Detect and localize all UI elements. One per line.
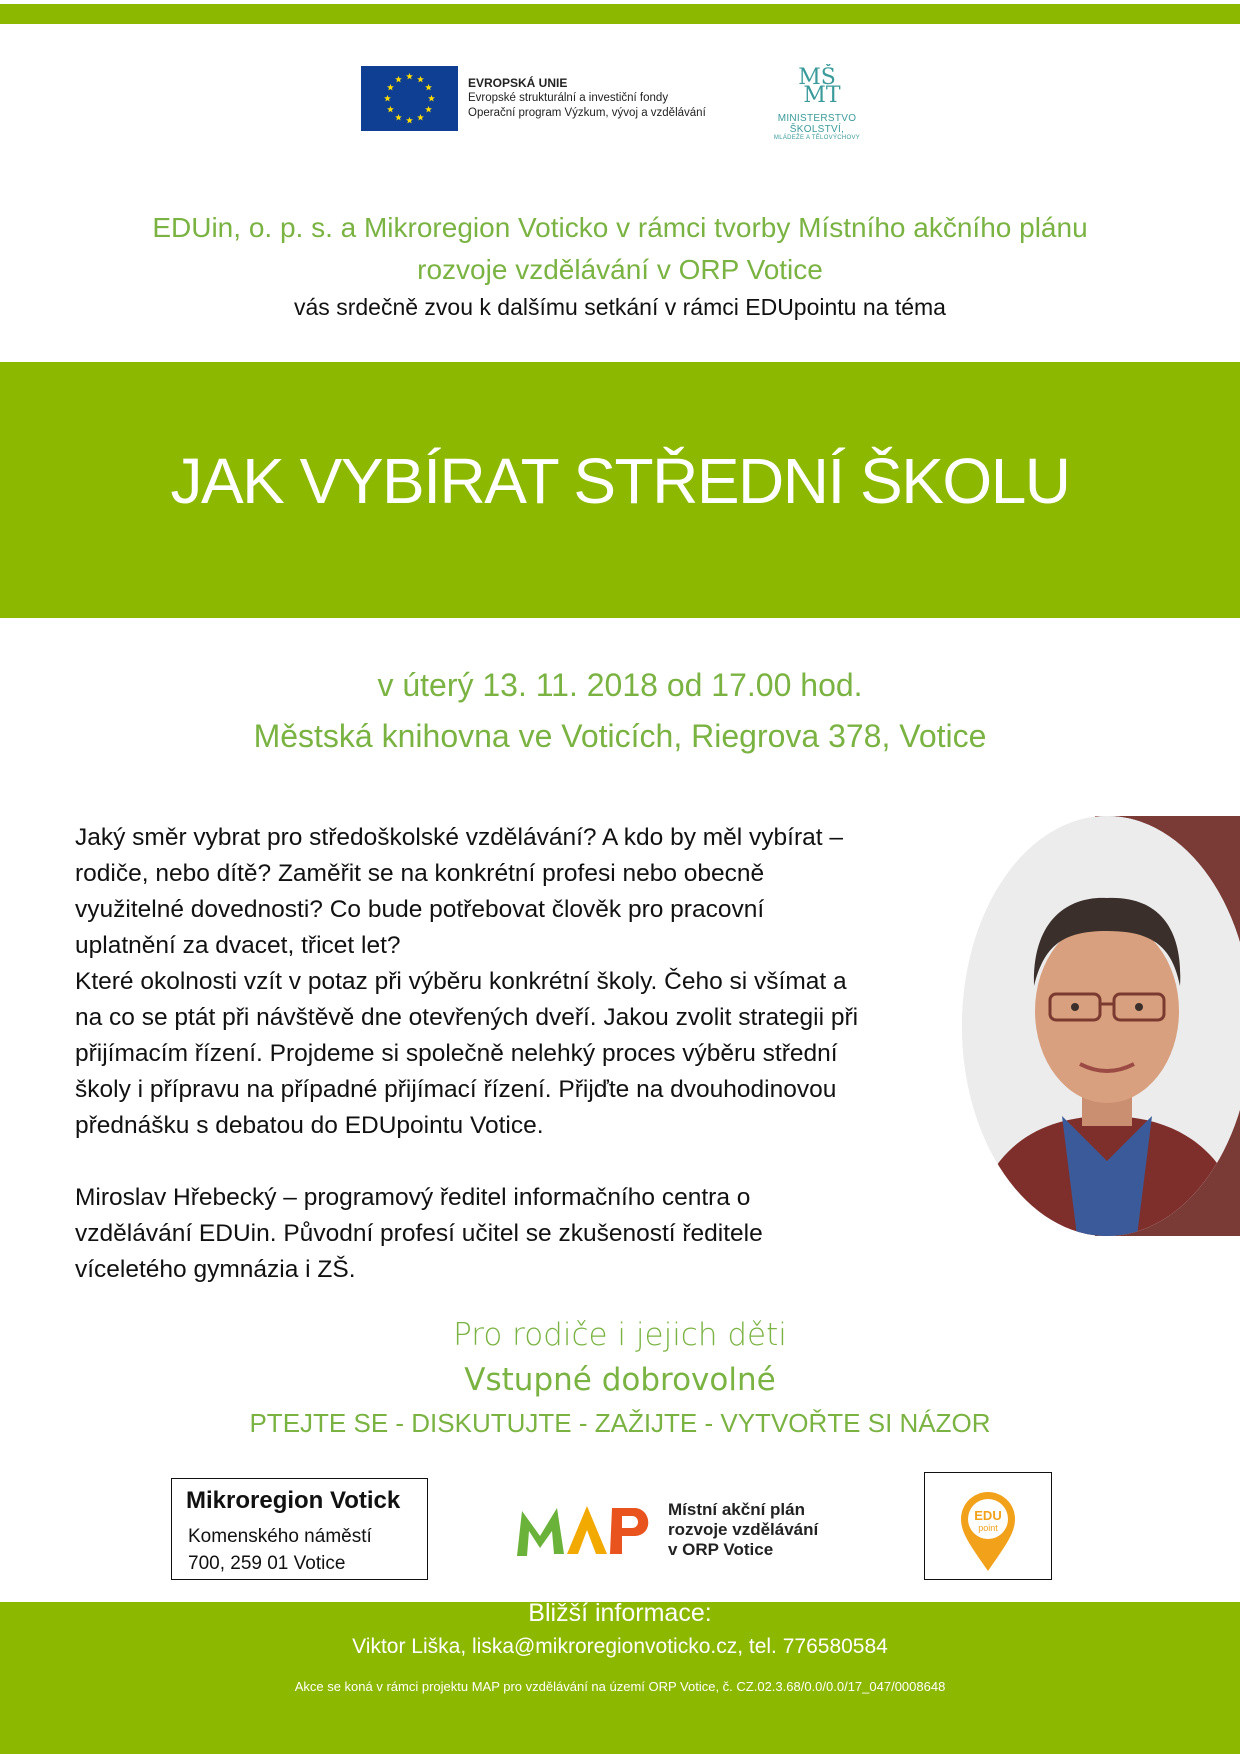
page-title: JAK VYBÍRAT STŘEDNÍ ŠKOLU (170, 445, 1070, 517)
text-line: přijímacím řízení. Projdeme si společně nelehký proces výběru střední (75, 1040, 838, 1067)
speaker-photo (962, 816, 1240, 1236)
speaker-portrait-icon (962, 816, 1240, 1236)
eu-stars-icon (361, 66, 458, 131)
text-line: Jaký směr vybrat pro středoškolské vzdělávání? A kdo by měl vybírat – (75, 824, 844, 851)
eu-flag-logo (361, 66, 458, 131)
audience-text: Pro rodiče i jejich děti (453, 1317, 787, 1353)
text-line: Které okolnosti vzít v potaz při výběru konkrétní školy. Čeho si všímat a (75, 968, 847, 995)
footer-bar (0, 1599, 1240, 1754)
event-description (75, 820, 945, 1288)
edupoint-logo (924, 1472, 1052, 1580)
eu-star-icon (395, 76, 402, 83)
eu-title: EVROPSKÁ UNIE (468, 76, 568, 90)
map-line-3: v ORP Votice (668, 1540, 774, 1559)
text-line: Miroslav Hřebecký – programový ředitel informačního centra o (75, 1184, 751, 1211)
mikroregion-address (188, 1523, 372, 1577)
entry-text: Vstupné dobrovolné (464, 1362, 776, 1398)
intro (0, 207, 1240, 323)
text-line: využitelné dovednosti? Co bude potřebovat člověk pro pracovní (75, 896, 765, 923)
event-place: Městská knihovna ve Voticích, Riegrova 378, Votice (253, 718, 987, 754)
organizer-line-1: EDUin, o. p. s. a Mikroregion Voticko v rámci tvorby Místního akčního plánu (152, 212, 1088, 243)
eu-star-icon (425, 84, 432, 91)
title-banner (0, 362, 1240, 618)
eu-star-icon (387, 106, 394, 113)
text-line: vzdělávání EDUin. Původní profesí učitel se zkušeností ředitele (75, 1220, 763, 1247)
edupoint-label: EDU (974, 1508, 1002, 1523)
project-note: Akce se koná v rámci projektu MAP pro vzdělávání na území ORP Votice, č. CZ.02.3.68/0.0/0.0/17_047/0008648 (294, 1679, 946, 1694)
eu-star-icon (387, 84, 394, 91)
edupoint-sublabel: point (978, 1523, 998, 1533)
map-line-2: rozvoje vzdělávání (668, 1520, 819, 1539)
mikroregion-logo (171, 1478, 428, 1580)
eu-star-icon (406, 117, 413, 124)
more-info-heading: Bližší informace: (528, 1599, 712, 1627)
text-line: uplatnění za dvacet, třicet let? (75, 932, 401, 959)
mikroregion-title: Mikroregion Votick (186, 1487, 401, 1514)
event-date: v úterý 13. 11. 2018 od 17.00 hod. (377, 667, 863, 703)
mikroregion-address-line-1: Komenského náměstí (188, 1526, 372, 1547)
eu-star-icon (425, 106, 432, 113)
description-lines (75, 820, 945, 1144)
msmt-subtitle: MLÁDEŽE A TĚLOVÝCHOVY (773, 135, 861, 141)
map-logo-icon (512, 1496, 662, 1560)
organizer-line-2: rozvoje vzdělávání v ORP Votice (417, 254, 823, 285)
top-accent-bar (0, 4, 1240, 24)
eu-star-icon (406, 73, 413, 80)
text-line: víceletého gymnázia i ZŠ. (75, 1256, 356, 1283)
eu-star-icon (428, 95, 435, 102)
svg-text:MŠ: MŠ (798, 65, 836, 90)
msmt-logo (752, 64, 882, 141)
map-logo-mark (512, 1496, 662, 1560)
eu-programme: Operační program Výzkum, vývoj a vzdělávání (468, 107, 706, 119)
text-line: přednášku s debatou do EDUpointu Votice. (75, 1112, 544, 1139)
text-line: na co se ptát při návštěvě dne otevřených dveří. Jakou zvolit strategii při (75, 1004, 859, 1031)
slogan-text: PTEJTE SE - DISKUTUJTE - ZAŽIJTE - VYTVOŘTE SI NÁZOR (249, 1408, 991, 1438)
eu-star-icon (395, 114, 402, 121)
msmt-logo-mark (782, 64, 852, 106)
eu-funds: Evropské strukturální a investiční fondy (468, 92, 669, 104)
mikroregion-address-line-2: 700, 259 01 Votice (188, 1553, 346, 1574)
map-line-1: Místní akční plán (668, 1500, 805, 1519)
speaker-bio (75, 1180, 945, 1288)
eu-star-icon (384, 95, 391, 102)
text-line: školy i přípravu na případné přijímací řízení. Přijďte na dvouhodinovou (75, 1076, 837, 1103)
msmt-name: MINISTERSTVO ŠKOLSTVÍ, (777, 113, 857, 135)
text-line: rodiče, nebo dítě? Zaměřit se na konkrétní profesi nebo obecně (75, 860, 765, 887)
event-info (0, 660, 1240, 762)
contact-info: Viktor Liška, liska@mikroregionvoticko.cz, tel. 776580584 (352, 1635, 888, 1658)
eu-star-icon (417, 114, 424, 121)
map-logo-text (668, 1500, 818, 1560)
edupoint-pin-icon (925, 1473, 1051, 1579)
invitation-text: vás srdečně zvou k dalšímu setkání v rámci EDUpointu na téma (294, 294, 946, 320)
eu-caption (468, 76, 706, 121)
svg-text:MT: MT (803, 83, 841, 106)
eu-star-icon (417, 76, 424, 83)
